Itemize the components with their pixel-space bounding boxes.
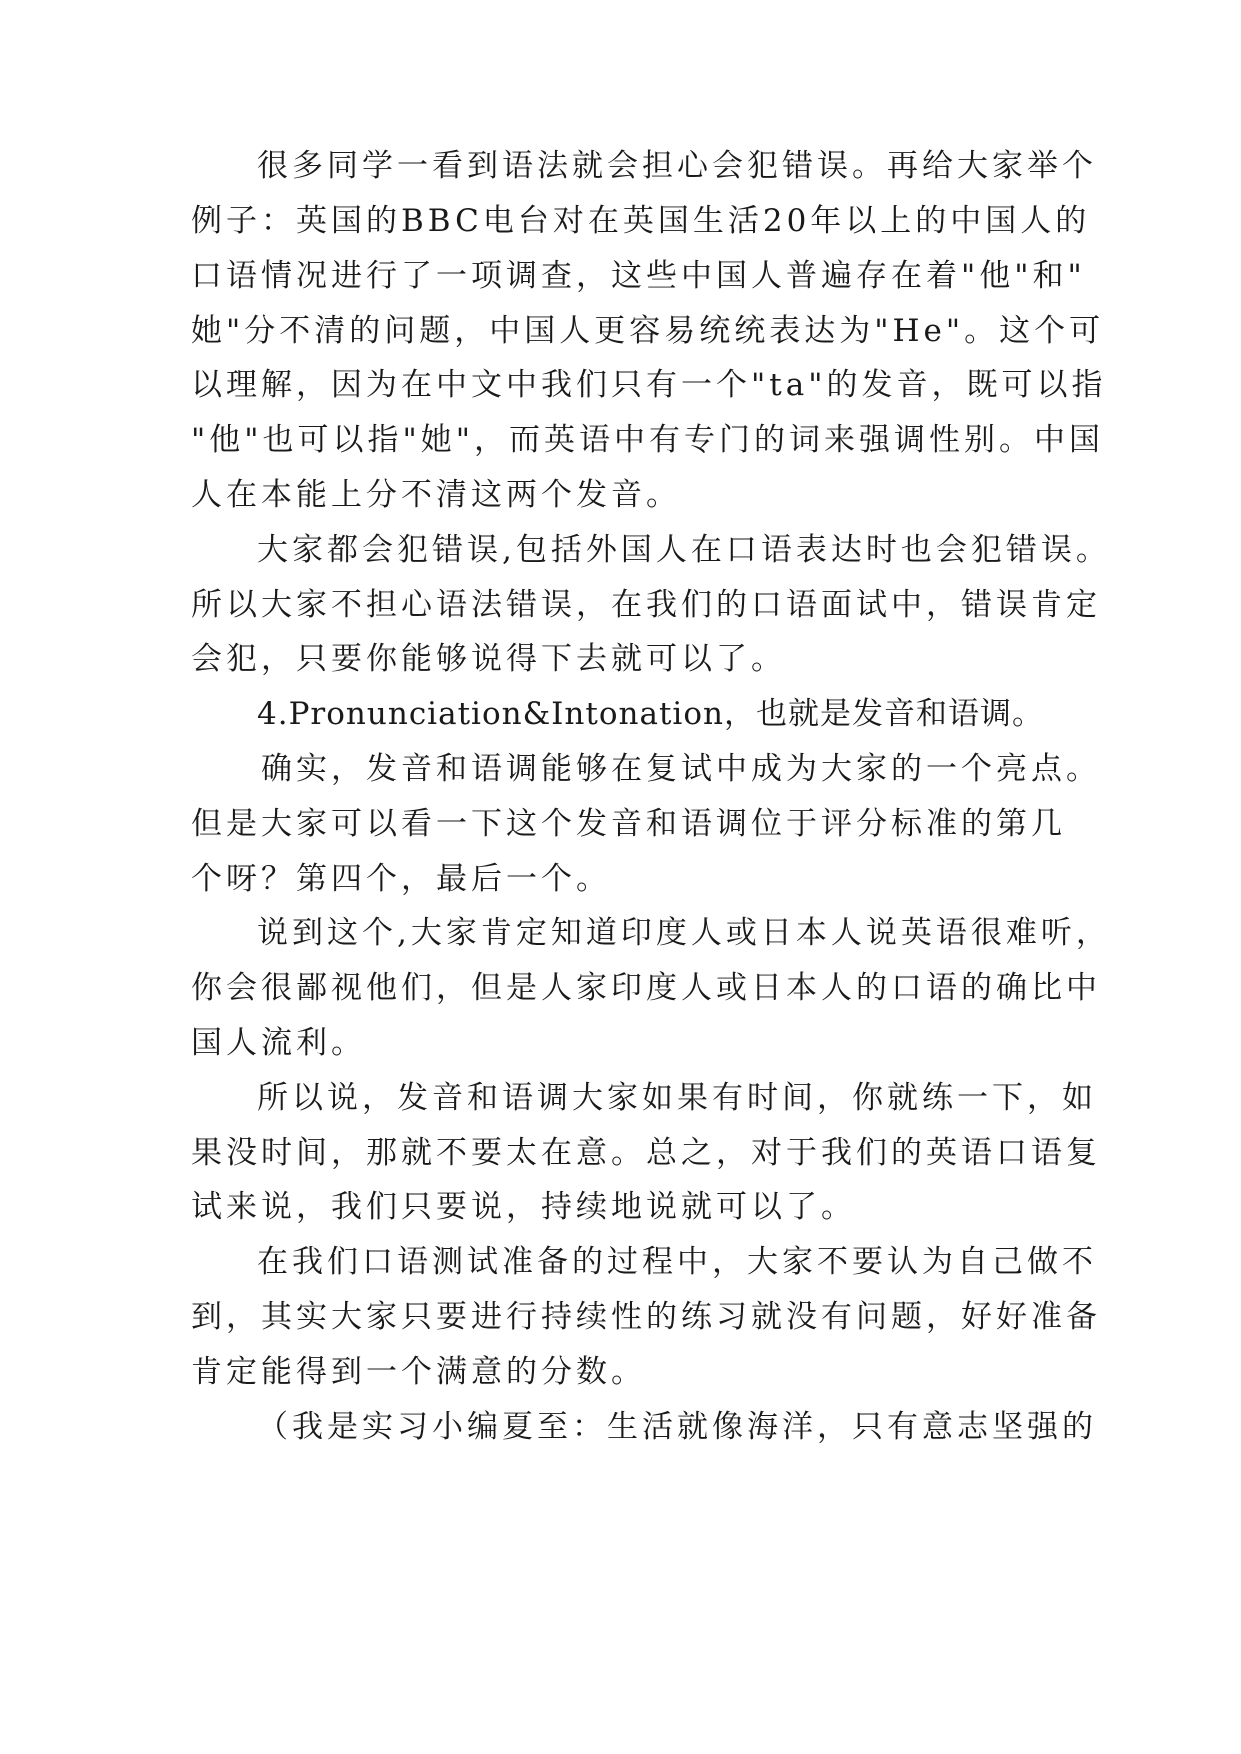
text-line: 所以说，发音和语调大家如果有时间，你就练一下，如 [257, 1080, 1097, 1116]
text-line: 她"分不清的问题，中国人更容易统统表达为"He"。这个可 [191, 313, 1105, 349]
text-line: 试来说，我们只要说，持续地说就可以了。 [191, 1189, 856, 1225]
text-line: 在我们口语测试准备的过程中，大家不要认为自己做不 [257, 1244, 1097, 1280]
text-line: 国人流利。 [191, 1025, 366, 1061]
section-heading: 4.Pronunciation&Intonation，也就是发音和语调。 [257, 696, 1044, 732]
text-line: 很多同学一看到语法就会担心会犯错误。再给大家举个 [257, 148, 1097, 184]
text-line: 以理解，因为在中文中我们只有一个"ta"的发音，既可以指 [191, 367, 1107, 403]
text-line: 肯定能得到一个满意的分数。 [191, 1354, 646, 1390]
text-line: 所以大家不担心语法错误，在我们的口语面试中，错误肯定 [191, 587, 1101, 623]
text-line: "他"也可以指"她"，而英语中有专门的词来强调性别。中国 [191, 422, 1105, 458]
text-line: 说到这个,大家肯定知道印度人或日本人说英语很难听， [257, 915, 1111, 951]
text-line: 到，其实大家只要进行持续性的练习就没有问题，好好准备 [191, 1299, 1101, 1335]
text-line: 大家都会犯错误,包括外国人在口语表达时也会犯错误。 [257, 532, 1111, 568]
text-line: 个呀？第四个，最后一个。 [191, 861, 611, 897]
text-line: 口语情况进行了一项调查，这些中国人普遍存在着"他"和" [191, 258, 1086, 294]
text-line: 但是大家可以看一下这个发音和语调位于评分标准的第几 [191, 806, 1066, 842]
text-line: 果没时间，那就不要太在意。总之，对于我们的英语口语复 [191, 1135, 1101, 1171]
text-line: 你会很鄙视他们，但是人家印度人或日本人的口语的确比中 [191, 970, 1101, 1006]
text-line: （我是实习小编夏至：生活就像海洋，只有意志坚强的 [257, 1409, 1097, 1445]
text-line: 人在本能上分不清这两个发音。 [191, 477, 681, 513]
text-line: 例子：英国的BBC电台对在英国生活20年以上的中国人的 [191, 203, 1091, 239]
text-line: 确实，发音和语调能够在复试中成为大家的一个亮点。 [261, 751, 1101, 787]
text-line: 会犯，只要你能够说得下去就可以了。 [191, 641, 786, 677]
